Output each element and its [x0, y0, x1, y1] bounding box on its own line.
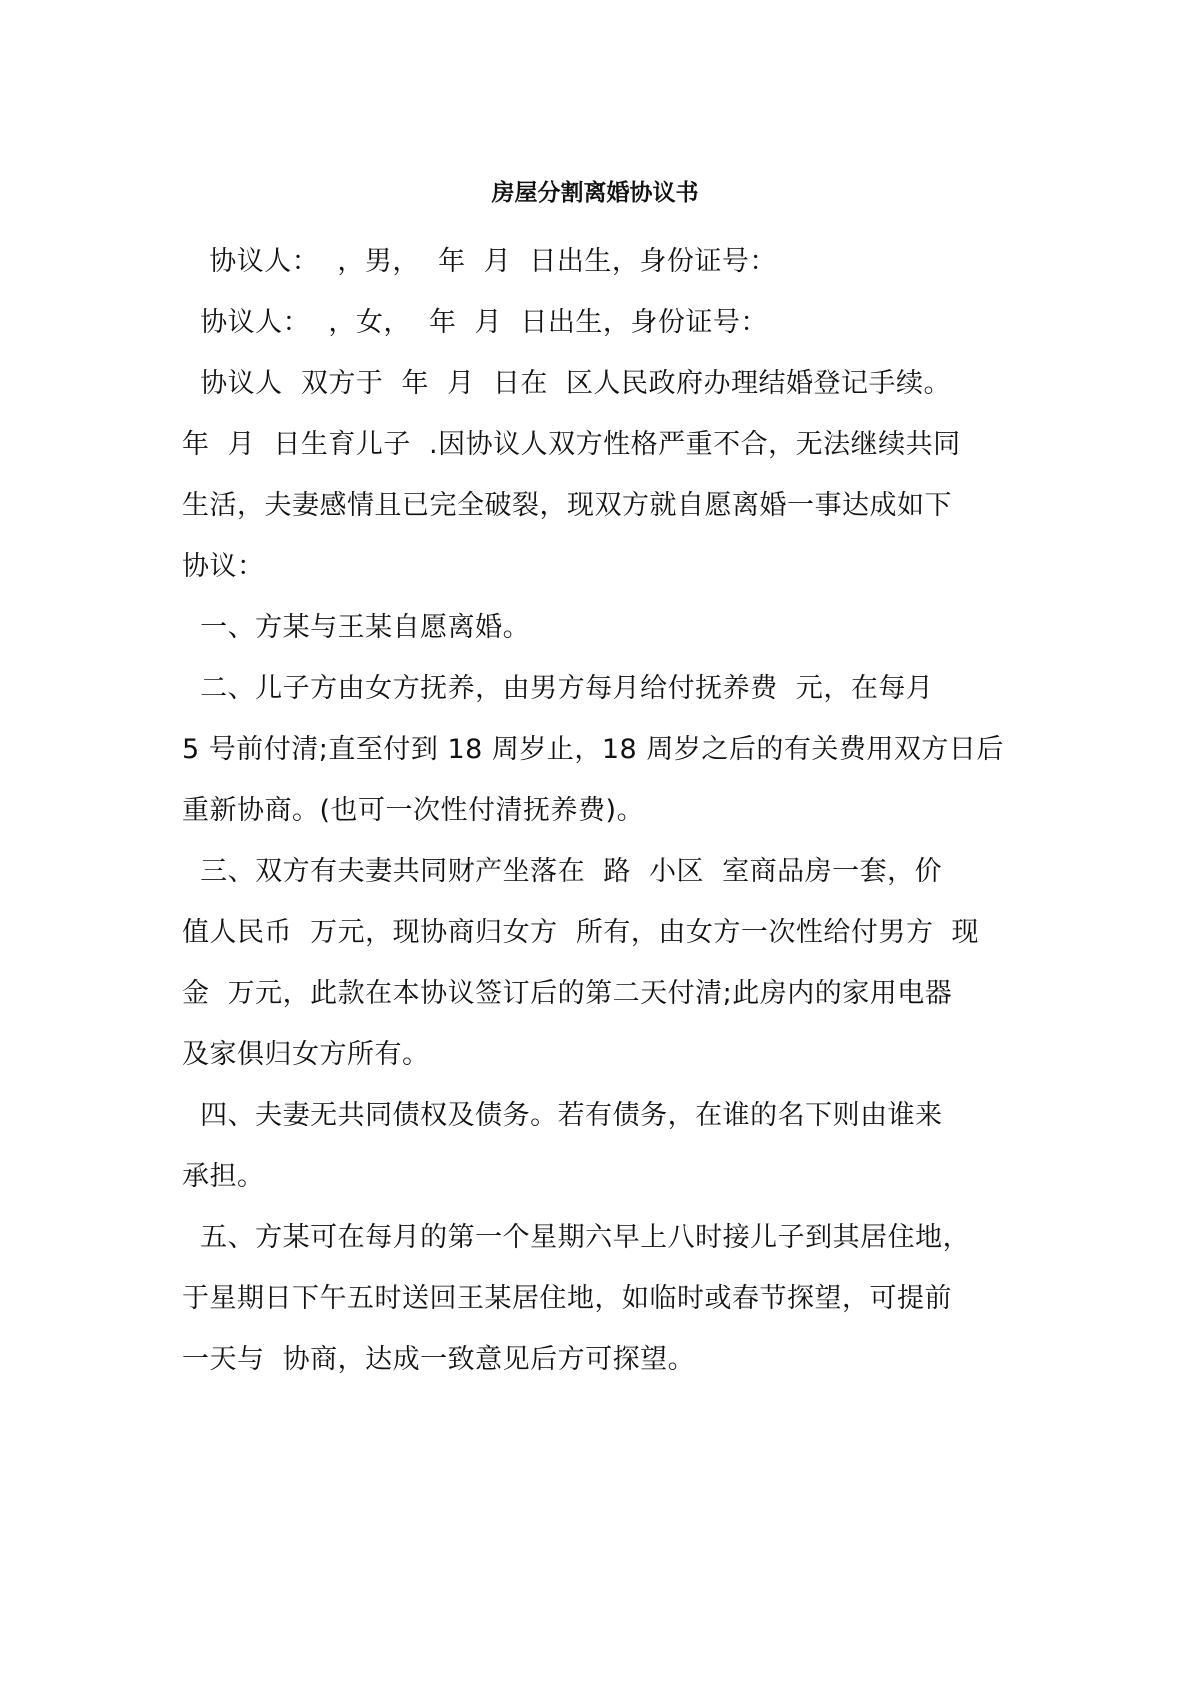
clause-3-line-4: 及家俱归女方所有。: [182, 1039, 430, 1070]
clause-4-line-2: 承担。: [182, 1161, 265, 1192]
clause-4-line-1: 四、夫妻无共同债权及债务。若有债务，在谁的名下则由谁来: [182, 1100, 943, 1131]
intro-line-2: 年 月 日生育儿子 .因协议人双方性格严重不合，无法继续共同: [182, 429, 961, 460]
clause-5-line-1: 五、方某可在每月的第一个星期六早上八时接儿子到其居住地，: [182, 1222, 971, 1253]
clause-5-line-2: 于星期日下午五时送回王某居住地，如临时或春节探望，可提前: [182, 1283, 952, 1314]
clause-2-line-3: 重新协商。(也可一次性付清抚养费)。: [182, 795, 645, 826]
clause-2-line-1: 二、儿子方由女方抚养，由男方每月给付抚养费 元，在每月: [182, 673, 934, 704]
intro-line-3: 生活，夫妻感情且已完全破裂，现双方就自愿离婚一事达成如下: [182, 490, 952, 521]
document-title: 房屋分割离婚协议书: [491, 180, 699, 206]
party-male-line: 协议人： ，男， 年 月 日出生，身份证号：: [182, 246, 777, 277]
clause-3-line-1: 三、双方有夫妻共同财产坐落在 路 小区 室商品房一套，价: [182, 856, 943, 887]
intro-line-4: 协议：: [182, 551, 265, 582]
clause-5-line-3: 一天与 协商，达成一致意见后方可探望。: [182, 1344, 696, 1375]
party-female-line: 协议人： ，女， 年 月 日出生，身份证号：: [182, 307, 768, 338]
clause-2-line-2: 5 号前付清;直至付到 18 周岁止，18 周岁之后的有关费用双方日后: [182, 734, 1004, 765]
clause-3-line-3: 金 万元，此款在本协议签订后的第二天付清;此房内的家用电器: [182, 978, 953, 1009]
clause-1-line-1: 一、方某与王某自愿离婚。: [182, 612, 531, 643]
clause-3-line-2: 值人民币 万元，现协商归女方 所有，由女方一次性给付男方 现: [182, 917, 979, 948]
intro-line-1: 协议人 双方于 年 月 日在 区人民政府办理结婚登记手续。: [182, 368, 951, 399]
